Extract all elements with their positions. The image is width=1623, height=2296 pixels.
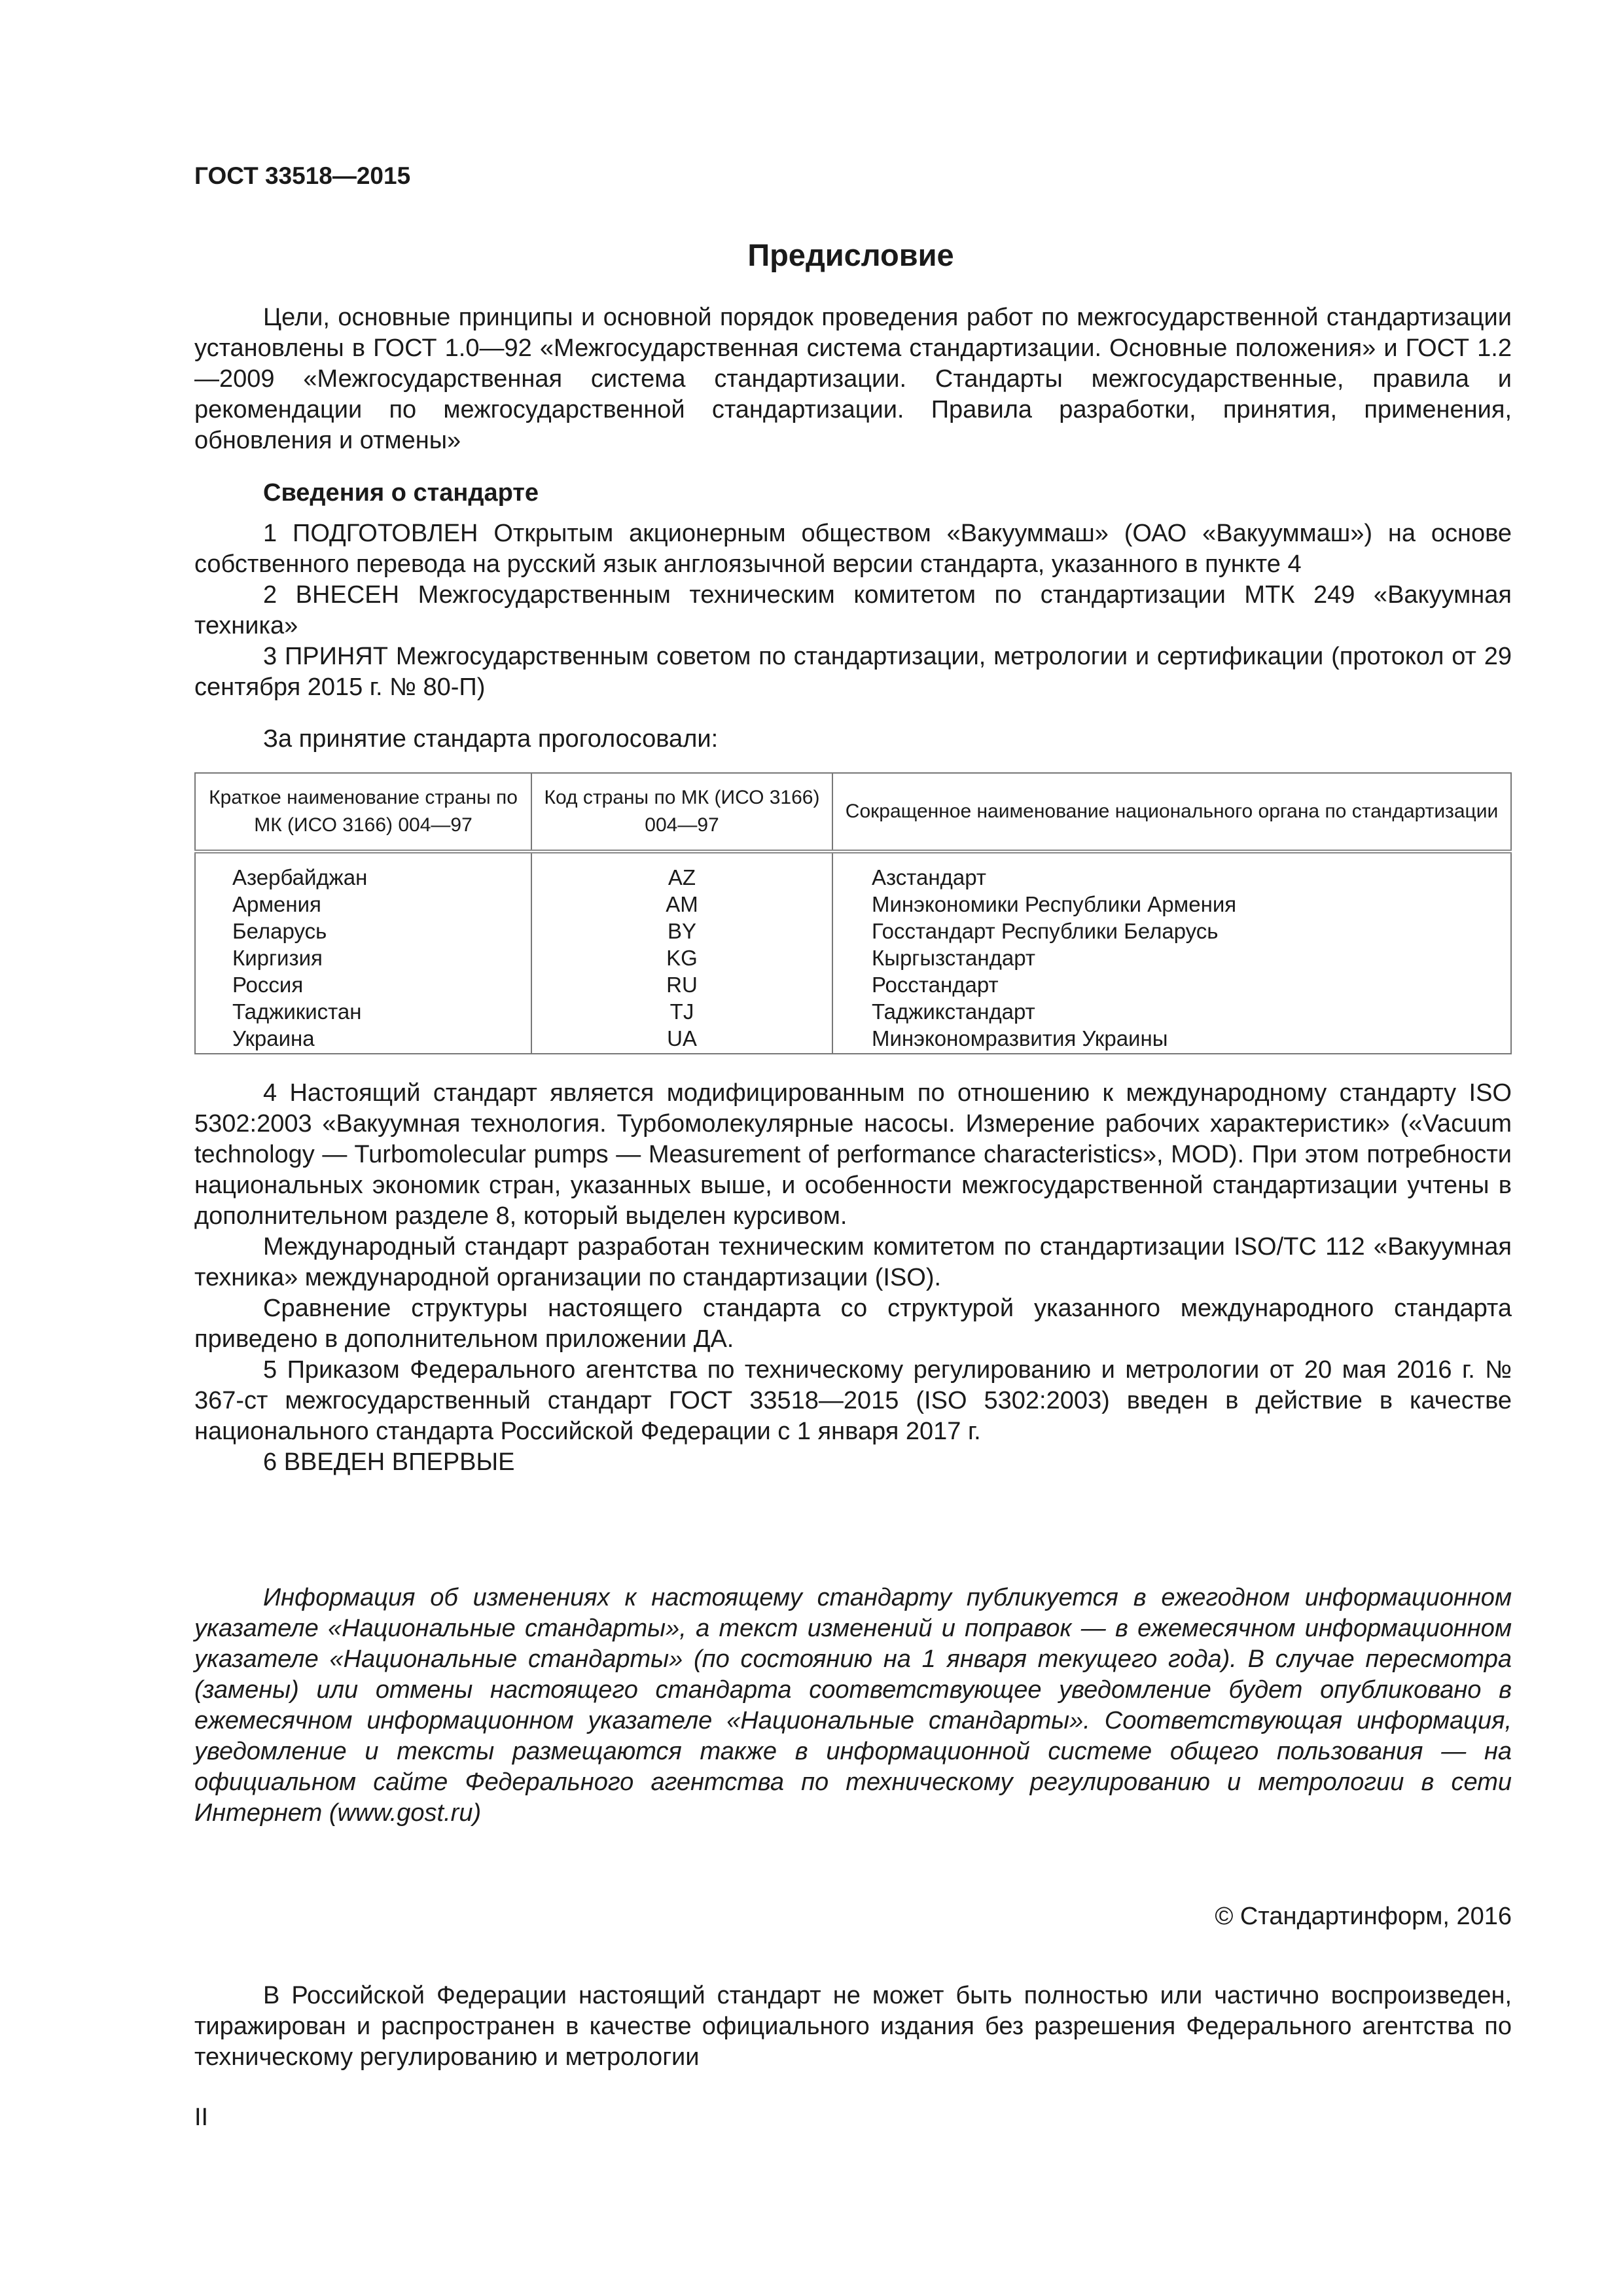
changes-info <box>194 1583 1512 1829</box>
cell-code: BY <box>531 918 832 944</box>
item-6: 6 ВВЕДЕН ВПЕРВЫЕ <box>263 1448 515 1476</box>
vote-label: За принятие стандарта проголосовали: <box>263 725 719 753</box>
item-4-comparison: Сравнение структуры настоящего стандарта со структурой указанного международного стандарта приведено в дополнительном приложении ДА. <box>194 1295 1512 1353</box>
reproduction-notice-section <box>194 1981 1512 2073</box>
reproduction-notice: В Российской Федерации настоящий стандарт не может быть полностью или частично воспроизведен, тиражирован и распространен в качестве официального издания без разрешения Федерального агентства по техническому регулированию и метрологии <box>194 1982 1512 2071</box>
table-row <box>195 1025 1511 1054</box>
page-number: II <box>194 2104 209 2131</box>
header-org: Сокращенное наименование национального органа по стандартизации <box>832 773 1511 852</box>
table-row <box>195 998 1511 1025</box>
intro-section <box>194 302 1512 456</box>
table-row <box>195 944 1511 971</box>
table-row <box>195 891 1511 918</box>
table-header-row <box>195 773 1511 852</box>
cell-code: UA <box>531 1025 832 1054</box>
cell-country: Россия <box>195 971 531 998</box>
cell-org: Кыргызстандарт <box>832 944 1511 971</box>
cell-org: Таджикстандарт <box>832 998 1511 1025</box>
items-1-3 <box>194 518 1512 703</box>
cell-code: AZ <box>531 852 832 891</box>
cell-country: Азербайджан <box>195 852 531 891</box>
item-4-paragraph: 4 Настоящий стандарт является модифицированным по отношению к международному стандарту ISO 5302:2003 «Вакуумная технология. Турбомолекулярные насосы. Измерение рабочих характеристик» («Vacuum technology — Turbomolecular pumps — Measurement of performance characteristics», MOD). При этом потребности национальных экономик стран, указанных выше, и особенности межгосударственной стандартизации учтены в дополнительном разделе 8, который выделен курсивом. <box>194 1079 1512 1230</box>
cell-country: Киргизия <box>195 944 531 971</box>
cell-code: RU <box>531 971 832 998</box>
items-4-6 <box>194 1078 1512 1478</box>
copyright: © Стандартинформ, 2016 <box>1215 1903 1512 1930</box>
header-code: Код страны по МК (ИСО 3166) 004—97 <box>531 773 832 852</box>
item-1: 1 ПОДГОТОВЛЕН Открытым акционерным обществом «Вакууммаш» (ОАО «Вакууммаш») на основе собственного перевода на русский язык англоязычной версии стандарта, указанного в пункте 4 <box>194 520 1512 578</box>
cell-org: Минэкономики Республики Армения <box>832 891 1511 918</box>
cell-country: Украина <box>195 1025 531 1054</box>
cell-code: TJ <box>531 998 832 1025</box>
cell-code: AM <box>531 891 832 918</box>
cell-country: Армения <box>195 891 531 918</box>
item-5: 5 Приказом Федерального агентства по техническому регулированию и метрологии от 20 мая 2016 г. № 367-ст межгосударственный стандарт ГОСТ 33518—2015 (ISO 5302:2003) введен в действие в качестве национального стандарта Российской Федерации с 1 января 2017 г. <box>194 1356 1512 1445</box>
changes-info-paragraph: Информация об изменениях к настоящему стандарту публикуется в ежегодном информационном указателе «Национальные стандарты», а текст изменений и поправок — в ежемесячном информационном указателе «Национальные стандарты» (по состоянию на 1 января текущего года). В случае пересмотра (замены) или отмены настоящего стандарта соответствующее уведомление будет опубликовано в ежемесячном информационном указателе «Национальные стандарты». Соответствующая информация, уведомление и тексты размещаются также в информационной системе общего пользования — на официальном сайте Федерального агентства по техническому регулированию и метрологии в сети Интернет (www.gost.ru) <box>194 1584 1512 1827</box>
document-id: ГОСТ 33518—2015 <box>194 162 411 189</box>
header-country: Краткое наименование страны по МК (ИСО 3166) 004—97 <box>195 773 531 852</box>
cell-country: Таджикистан <box>195 998 531 1025</box>
cell-org: Росстандарт <box>832 971 1511 998</box>
member-states-table <box>194 772 1512 1054</box>
page-title: Предисловие <box>747 238 954 272</box>
item-4-international: Международный стандарт разработан техническим комитетом по стандартизации ISO/TC 112 «Вакуумная техника» международной организации по стандартизации (ISO). <box>194 1233 1512 1291</box>
cell-org: Азстандарт <box>832 852 1511 891</box>
table-row <box>195 852 1511 891</box>
cell-code: KG <box>531 944 832 971</box>
cell-org: Госстандарт Республики Беларусь <box>832 918 1511 944</box>
intro-paragraph: Цели, основные принципы и основной порядок проведения работ по межгосударственной стандартизации установлены в ГОСТ 1.0—92 «Межгосударственная система стандартизации. Основные положения» и ГОСТ 1.2—2009 «Межгосударственная система стандартизации. Стандарты межгосударственные, правила и рекомендации по межгосударственной стандартизации. Правила разработки, принятия, применения, обновления и отмены» <box>194 304 1512 454</box>
item-3: 3 ПРИНЯТ Межгосударственным советом по стандартизации, метрологии и сертификации (протокол от 29 сентября 2015 г. № 80-П) <box>194 643 1512 701</box>
table-row <box>195 971 1511 998</box>
cell-country: Беларусь <box>195 918 531 944</box>
cell-org: Минэкономразвития Украины <box>832 1025 1511 1054</box>
item-2: 2 ВНЕСЕН Межгосударственным техническим комитетом по стандартизации МТК 249 «Вакуумная техника» <box>194 581 1512 639</box>
info-heading: Сведения о стандарте <box>263 479 539 507</box>
table-row <box>195 918 1511 944</box>
